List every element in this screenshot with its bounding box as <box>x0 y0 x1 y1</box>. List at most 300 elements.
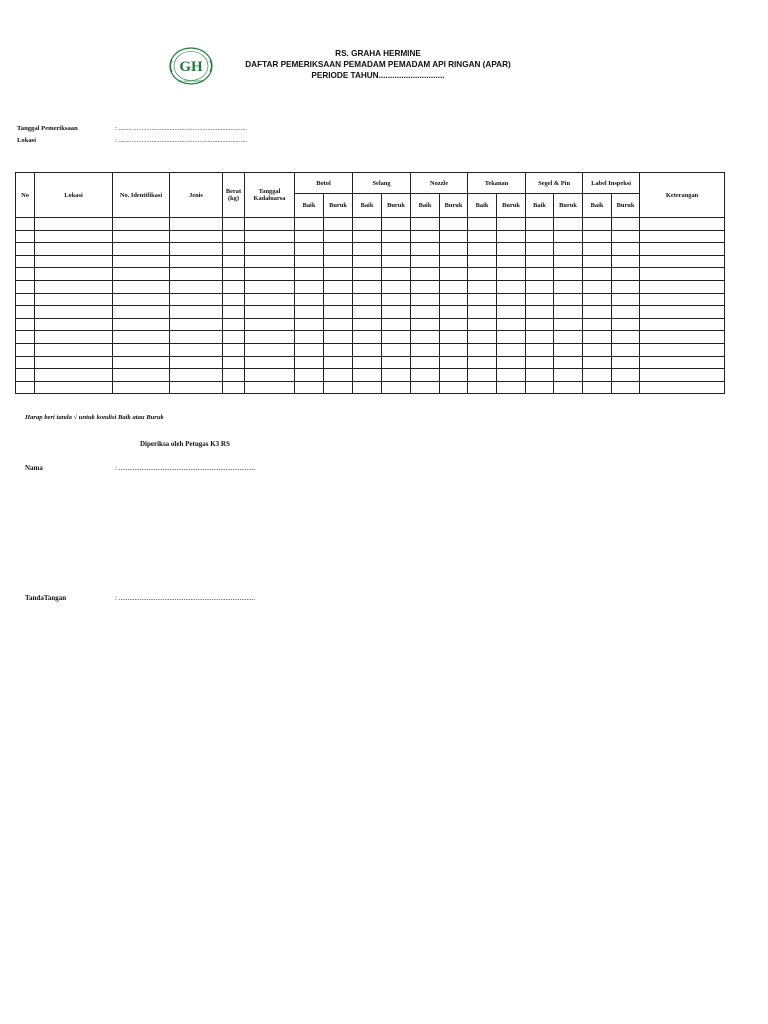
table-cell[interactable] <box>440 331 468 344</box>
table-cell[interactable] <box>411 318 440 331</box>
table-cell[interactable] <box>324 331 353 344</box>
table-cell[interactable] <box>583 343 612 356</box>
table-cell[interactable] <box>170 218 223 231</box>
table-cell[interactable] <box>16 369 35 382</box>
table-cell[interactable] <box>440 218 468 231</box>
table-cell[interactable] <box>640 255 725 268</box>
table-cell[interactable] <box>526 230 554 243</box>
table-cell[interactable] <box>640 218 725 231</box>
table-row <box>16 343 725 356</box>
table-cell[interactable] <box>324 243 353 256</box>
table-cell[interactable] <box>554 243 583 256</box>
table-cell[interactable] <box>16 381 35 394</box>
table-cell[interactable] <box>35 280 113 293</box>
table-cell[interactable] <box>583 356 612 369</box>
table-cell[interactable] <box>16 293 35 306</box>
table-cell[interactable] <box>353 268 382 281</box>
table-cell[interactable] <box>526 268 554 281</box>
table-cell[interactable] <box>640 331 725 344</box>
table-cell[interactable] <box>612 243 640 256</box>
table-cell[interactable] <box>612 268 640 281</box>
table-cell[interactable] <box>468 218 497 231</box>
table-cell[interactable] <box>526 331 554 344</box>
table-cell[interactable] <box>223 280 245 293</box>
table-cell[interactable] <box>35 306 113 319</box>
table-cell[interactable] <box>468 243 497 256</box>
table-cell[interactable] <box>640 318 725 331</box>
sub-header-good: Baik <box>526 194 554 218</box>
table-cell[interactable] <box>526 369 554 382</box>
table-cell[interactable] <box>170 318 223 331</box>
table-cell[interactable] <box>411 230 440 243</box>
table-cell[interactable] <box>223 356 245 369</box>
table-cell[interactable] <box>382 356 411 369</box>
table-cell[interactable] <box>526 280 554 293</box>
table-cell[interactable] <box>295 318 324 331</box>
table-cell[interactable] <box>640 230 725 243</box>
table-cell[interactable] <box>324 369 353 382</box>
table-cell[interactable] <box>411 255 440 268</box>
table-cell[interactable] <box>554 356 583 369</box>
table-cell[interactable] <box>113 255 170 268</box>
table-cell[interactable] <box>583 318 612 331</box>
table-cell[interactable] <box>440 280 468 293</box>
table-cell[interactable] <box>324 306 353 319</box>
table-row <box>16 318 725 331</box>
table-cell[interactable] <box>554 293 583 306</box>
table-cell[interactable] <box>353 243 382 256</box>
table-cell[interactable] <box>612 331 640 344</box>
col-group-inspection-label: Label Inspeksi <box>583 173 640 194</box>
table-cell[interactable] <box>245 331 295 344</box>
table-cell[interactable] <box>382 230 411 243</box>
table-cell[interactable] <box>295 381 324 394</box>
table-cell[interactable] <box>440 255 468 268</box>
table-cell[interactable] <box>245 381 295 394</box>
table-cell[interactable] <box>245 369 295 382</box>
table-cell[interactable] <box>497 331 526 344</box>
name-label: Nama <box>25 464 43 472</box>
table-cell[interactable] <box>440 268 468 281</box>
table-cell[interactable] <box>440 230 468 243</box>
signature-field[interactable]: : .............................................................................. <box>115 594 256 602</box>
table-cell[interactable] <box>245 230 295 243</box>
table-cell[interactable] <box>612 343 640 356</box>
table-cell[interactable] <box>113 356 170 369</box>
table-cell[interactable] <box>35 218 113 231</box>
table-cell[interactable] <box>382 268 411 281</box>
table-cell[interactable] <box>245 318 295 331</box>
table-cell[interactable] <box>612 255 640 268</box>
table-cell[interactable] <box>526 356 554 369</box>
table-cell[interactable] <box>324 381 353 394</box>
table-cell[interactable] <box>640 293 725 306</box>
table-cell[interactable] <box>245 293 295 306</box>
table-cell[interactable] <box>554 218 583 231</box>
table-cell[interactable] <box>526 243 554 256</box>
table-cell[interactable] <box>223 331 245 344</box>
table-cell[interactable] <box>324 343 353 356</box>
table-cell[interactable] <box>170 293 223 306</box>
table-cell[interactable] <box>35 356 113 369</box>
table-cell[interactable] <box>382 218 411 231</box>
table-cell[interactable] <box>554 280 583 293</box>
table-cell[interactable] <box>113 318 170 331</box>
table-cell[interactable] <box>612 293 640 306</box>
table-cell[interactable] <box>612 369 640 382</box>
table-cell[interactable] <box>113 293 170 306</box>
table-cell[interactable] <box>583 293 612 306</box>
col-header-remarks: Keterangan <box>640 173 725 218</box>
table-cell[interactable] <box>35 268 113 281</box>
table-cell[interactable] <box>526 318 554 331</box>
table-cell[interactable] <box>583 331 612 344</box>
table-cell[interactable] <box>468 356 497 369</box>
col-header-location: Lokasi <box>35 173 113 218</box>
table-cell[interactable] <box>497 268 526 281</box>
table-cell[interactable] <box>295 218 324 231</box>
table-cell[interactable] <box>113 280 170 293</box>
hospital-name: RS. GRAHA HERMINE <box>335 49 421 58</box>
table-cell[interactable] <box>223 255 245 268</box>
table-cell[interactable] <box>640 268 725 281</box>
table-cell[interactable] <box>497 318 526 331</box>
table-cell[interactable] <box>324 356 353 369</box>
col-header-identification: No. Identifikasi <box>113 173 170 218</box>
table-cell[interactable] <box>411 343 440 356</box>
sub-header-bad: Buruk <box>324 194 353 218</box>
table-cell[interactable] <box>554 369 583 382</box>
table-cell[interactable] <box>113 343 170 356</box>
table-cell[interactable] <box>554 268 583 281</box>
table-cell[interactable] <box>223 293 245 306</box>
table-cell[interactable] <box>554 331 583 344</box>
table-cell[interactable] <box>468 306 497 319</box>
signature-row <box>25 594 255 602</box>
table-cell[interactable] <box>16 331 35 344</box>
table-cell[interactable] <box>382 255 411 268</box>
table-cell[interactable] <box>411 243 440 256</box>
table-cell[interactable] <box>497 243 526 256</box>
col-group-hose: Selang <box>353 173 411 194</box>
table-cell[interactable] <box>526 218 554 231</box>
table-cell[interactable] <box>35 243 113 256</box>
table-cell[interactable] <box>16 306 35 319</box>
table-cell[interactable] <box>295 293 324 306</box>
table-cell[interactable] <box>16 230 35 243</box>
table-cell[interactable] <box>35 255 113 268</box>
table-cell[interactable] <box>295 369 324 382</box>
table-row <box>16 243 725 256</box>
table-cell[interactable] <box>245 306 295 319</box>
table-cell[interactable] <box>411 369 440 382</box>
table-cell[interactable] <box>468 318 497 331</box>
table-cell[interactable] <box>113 369 170 382</box>
table-cell[interactable] <box>497 306 526 319</box>
table-cell[interactable] <box>640 306 725 319</box>
table-cell[interactable] <box>440 381 468 394</box>
table-cell[interactable] <box>411 306 440 319</box>
table-cell[interactable] <box>411 268 440 281</box>
table-cell[interactable] <box>411 280 440 293</box>
col-header-weight: Berat (kg) <box>223 173 245 218</box>
table-cell[interactable] <box>440 369 468 382</box>
inspection-date-field[interactable]: : .............................................................................. <box>115 125 248 132</box>
table-cell[interactable] <box>170 343 223 356</box>
table-cell[interactable] <box>295 255 324 268</box>
table-cell[interactable] <box>497 343 526 356</box>
table-cell[interactable] <box>170 268 223 281</box>
table-cell[interactable] <box>170 381 223 394</box>
table-cell[interactable] <box>35 369 113 382</box>
table-row <box>16 331 725 344</box>
table-cell[interactable] <box>16 218 35 231</box>
table-cell[interactable] <box>113 306 170 319</box>
table-cell[interactable] <box>245 255 295 268</box>
table-cell[interactable] <box>170 356 223 369</box>
table-cell[interactable] <box>411 293 440 306</box>
table-cell[interactable] <box>16 255 35 268</box>
table-cell[interactable] <box>526 381 554 394</box>
table-cell[interactable] <box>245 268 295 281</box>
table-cell[interactable] <box>353 218 382 231</box>
table-cell[interactable] <box>16 356 35 369</box>
table-cell[interactable] <box>497 356 526 369</box>
table-cell[interactable] <box>612 318 640 331</box>
document-header <box>168 46 608 90</box>
table-cell[interactable] <box>468 255 497 268</box>
table-cell[interactable] <box>440 243 468 256</box>
table-cell[interactable] <box>440 293 468 306</box>
table-cell[interactable] <box>170 255 223 268</box>
table-cell[interactable] <box>35 343 113 356</box>
table-cell[interactable] <box>324 318 353 331</box>
table-cell[interactable] <box>295 280 324 293</box>
table-row <box>16 255 725 268</box>
table-cell[interactable] <box>353 381 382 394</box>
table-cell[interactable] <box>35 293 113 306</box>
table-cell[interactable] <box>554 255 583 268</box>
inspection-table <box>15 172 725 394</box>
table-cell[interactable] <box>353 306 382 319</box>
table-cell[interactable] <box>468 230 497 243</box>
table-cell[interactable] <box>223 306 245 319</box>
table-cell[interactable] <box>223 243 245 256</box>
table-cell[interactable] <box>35 381 113 394</box>
table-cell[interactable] <box>170 306 223 319</box>
table-cell[interactable] <box>497 218 526 231</box>
table-cell[interactable] <box>295 230 324 243</box>
table-cell[interactable] <box>612 280 640 293</box>
table-cell[interactable] <box>353 343 382 356</box>
table-cell[interactable] <box>245 218 295 231</box>
table-cell[interactable] <box>411 356 440 369</box>
table-cell[interactable] <box>113 218 170 231</box>
table-cell[interactable] <box>382 280 411 293</box>
col-group-pressure: Tekanan <box>468 173 526 194</box>
table-cell[interactable] <box>554 343 583 356</box>
table-cell[interactable] <box>583 255 612 268</box>
table-cell[interactable] <box>324 255 353 268</box>
table-cell[interactable] <box>16 280 35 293</box>
table-cell[interactable] <box>35 331 113 344</box>
table-cell[interactable] <box>583 230 612 243</box>
table-cell[interactable] <box>353 331 382 344</box>
table-cell[interactable] <box>640 381 725 394</box>
table-row <box>16 268 725 281</box>
table-cell[interactable] <box>324 268 353 281</box>
table-cell[interactable] <box>612 381 640 394</box>
table-cell[interactable] <box>583 369 612 382</box>
table-cell[interactable] <box>411 381 440 394</box>
table-cell[interactable] <box>468 293 497 306</box>
table-cell[interactable] <box>411 331 440 344</box>
table-cell[interactable] <box>113 243 170 256</box>
table-cell[interactable] <box>612 218 640 231</box>
table-cell[interactable] <box>353 255 382 268</box>
table-cell[interactable] <box>497 255 526 268</box>
instruction-note: Harap beri tanda √ untuk kondisi Baik atau Buruk <box>25 414 164 421</box>
table-cell[interactable] <box>353 369 382 382</box>
table-cell[interactable] <box>382 243 411 256</box>
table-cell[interactable] <box>16 268 35 281</box>
table-row <box>16 306 725 319</box>
table-cell[interactable] <box>497 369 526 382</box>
table-cell[interactable] <box>554 230 583 243</box>
table-cell[interactable] <box>382 381 411 394</box>
sub-header-bad: Buruk <box>440 194 468 218</box>
table-cell[interactable] <box>526 293 554 306</box>
table-cell[interactable] <box>440 306 468 319</box>
table-cell[interactable] <box>16 343 35 356</box>
col-header-expiry: Tanggal Kadaluarsa <box>245 173 295 218</box>
table-cell[interactable] <box>583 381 612 394</box>
table-cell[interactable] <box>113 268 170 281</box>
location-field[interactable]: : .............................................................................. <box>115 137 248 144</box>
table-cell[interactable] <box>583 306 612 319</box>
table-cell[interactable] <box>245 343 295 356</box>
table-cell[interactable] <box>170 230 223 243</box>
table-cell[interactable] <box>170 369 223 382</box>
table-cell[interactable] <box>113 381 170 394</box>
table-cell[interactable] <box>468 381 497 394</box>
table-cell[interactable] <box>295 243 324 256</box>
table-cell[interactable] <box>583 218 612 231</box>
table-cell[interactable] <box>640 243 725 256</box>
table-cell[interactable] <box>35 318 113 331</box>
table-cell[interactable] <box>583 280 612 293</box>
table-cell[interactable] <box>526 343 554 356</box>
table-cell[interactable] <box>170 331 223 344</box>
table-cell[interactable] <box>35 230 113 243</box>
table-cell[interactable] <box>468 343 497 356</box>
table-cell[interactable] <box>583 243 612 256</box>
table-cell[interactable] <box>223 381 245 394</box>
table-cell[interactable] <box>295 343 324 356</box>
table-cell[interactable] <box>612 356 640 369</box>
table-cell[interactable] <box>113 230 170 243</box>
table-cell[interactable] <box>640 356 725 369</box>
table-cell[interactable] <box>382 306 411 319</box>
table-cell[interactable] <box>526 255 554 268</box>
table-cell[interactable] <box>324 230 353 243</box>
table-cell[interactable] <box>245 356 295 369</box>
table-cell[interactable] <box>223 343 245 356</box>
table-cell[interactable] <box>16 318 35 331</box>
table-cell[interactable] <box>16 243 35 256</box>
table-cell[interactable] <box>497 293 526 306</box>
table-cell[interactable] <box>295 268 324 281</box>
table-cell[interactable] <box>353 230 382 243</box>
table-cell[interactable] <box>612 306 640 319</box>
table-cell[interactable] <box>497 280 526 293</box>
table-cell[interactable] <box>382 343 411 356</box>
sub-header-good: Baik <box>353 194 382 218</box>
table-cell[interactable] <box>382 318 411 331</box>
table-cell[interactable] <box>353 318 382 331</box>
table-cell[interactable] <box>324 293 353 306</box>
name-field[interactable]: : .............................................................................. <box>115 464 256 472</box>
table-cell[interactable] <box>612 230 640 243</box>
table-cell[interactable] <box>640 343 725 356</box>
table-cell[interactable] <box>223 218 245 231</box>
col-group-bottle: Botol <box>295 173 353 194</box>
table-cell[interactable] <box>245 243 295 256</box>
table-cell[interactable] <box>170 243 223 256</box>
table-cell[interactable] <box>440 356 468 369</box>
table-cell[interactable] <box>382 331 411 344</box>
table-cell[interactable] <box>468 268 497 281</box>
location-label: Lokasi <box>17 137 37 144</box>
table-cell[interactable] <box>295 356 324 369</box>
table-cell[interactable] <box>583 268 612 281</box>
table-cell[interactable] <box>245 280 295 293</box>
table-cell[interactable] <box>497 230 526 243</box>
table-cell[interactable] <box>382 369 411 382</box>
table-cell[interactable] <box>640 280 725 293</box>
table-cell[interactable] <box>170 280 223 293</box>
table-cell[interactable] <box>324 280 353 293</box>
table-cell[interactable] <box>223 369 245 382</box>
table-cell[interactable] <box>295 331 324 344</box>
table-cell[interactable] <box>411 218 440 231</box>
table-cell[interactable] <box>440 318 468 331</box>
table-cell[interactable] <box>440 343 468 356</box>
table-cell[interactable] <box>382 293 411 306</box>
table-cell[interactable] <box>353 356 382 369</box>
table-cell[interactable] <box>554 318 583 331</box>
table-cell[interactable] <box>640 369 725 382</box>
table-cell[interactable] <box>223 230 245 243</box>
table-cell[interactable] <box>468 280 497 293</box>
table-cell[interactable] <box>223 318 245 331</box>
table-cell[interactable] <box>468 369 497 382</box>
table-cell[interactable] <box>554 306 583 319</box>
table-cell[interactable] <box>295 306 324 319</box>
table-cell[interactable] <box>113 331 170 344</box>
hospital-logo-icon <box>168 46 214 86</box>
table-cell[interactable] <box>554 381 583 394</box>
table-row <box>16 218 725 231</box>
table-cell[interactable] <box>324 218 353 231</box>
table-cell[interactable] <box>526 306 554 319</box>
table-cell[interactable] <box>468 331 497 344</box>
table-cell[interactable] <box>223 268 245 281</box>
table-cell[interactable] <box>353 280 382 293</box>
sub-header-good: Baik <box>295 194 324 218</box>
table-cell[interactable] <box>497 381 526 394</box>
table-cell[interactable] <box>353 293 382 306</box>
